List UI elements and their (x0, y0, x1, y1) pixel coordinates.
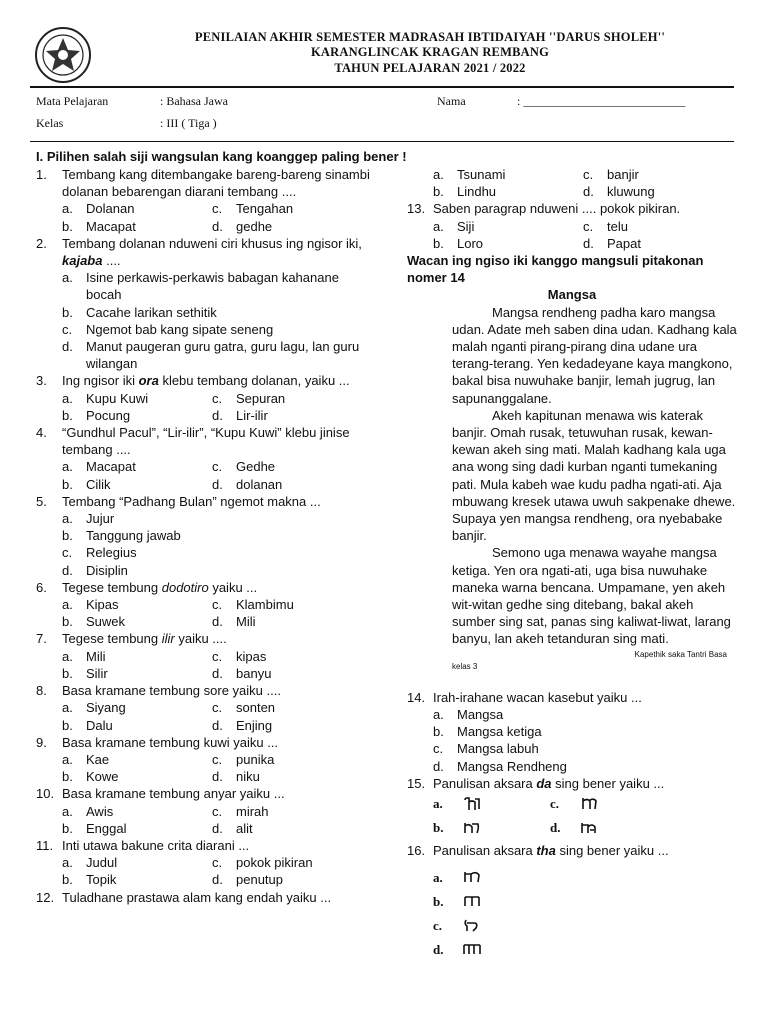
option-c[interactable]: c. mirah (212, 803, 269, 819)
question-number: 3. (36, 373, 47, 389)
option-c[interactable]: c. (433, 913, 737, 937)
option-d[interactable]: d. Disiplin (62, 562, 128, 578)
question-text: Saben paragrap nduweni .... pokok pikiran. (433, 201, 681, 217)
javanese-glyph-icon (463, 797, 481, 811)
question-1 (36, 166, 376, 200)
option-d[interactable]: d. banyu (212, 665, 272, 681)
question-3 (36, 372, 376, 389)
option-d[interactable]: d. alit (212, 820, 253, 836)
question-number: 8. (36, 683, 47, 699)
option-b[interactable]: b. Topik (62, 872, 117, 888)
school-address-line: KARANGLINCAK KRAGAN REMBANG (310, 45, 550, 59)
option-b[interactable]: b. Suwek (62, 614, 126, 630)
question-5 (36, 493, 376, 510)
answer-options (36, 269, 376, 372)
option-d[interactable]: d. gedhe (212, 218, 273, 234)
javanese-glyph-icon (580, 821, 598, 835)
option-d[interactable]: d. niku (212, 769, 260, 785)
answer-options (36, 699, 376, 733)
question-text: Tembang dolanan nduweni ciri khusus ing ngisor iki, kajaba .... (62, 235, 362, 269)
option-a[interactable]: a. Mili (62, 648, 106, 664)
option-d[interactable]: d. (550, 816, 667, 840)
option-b[interactable]: b. Kowe (62, 769, 119, 785)
option-c[interactable]: c. (550, 792, 667, 816)
option-b[interactable]: b. Tanggung jawab (62, 528, 181, 544)
javanese-glyph-icon (463, 918, 481, 932)
question-2 (36, 235, 376, 269)
option-c[interactable]: c. Klambimu (212, 597, 294, 613)
option-d[interactable]: d. Lir-ilir (212, 407, 268, 423)
question-text: Basa kramane tembung kuwi yaiku ... (62, 734, 279, 750)
passage-paragraph-2: Akeh kapitunan menawa wis katerak banjir. Omah rusak, tetuwuhan rusak, kewan-kewan akeh sing mati. Malah kadhang kala uga ana wong sing dadi kurban nganti tumekaning pati. Mula kabeh wae kudu padha ngati-ati. Aja mbuwang kresek utawa uwuh sakpenake dhewe. Supaya yen mangsa rendheng, ora nyebabake banjir. (452, 407, 736, 544)
passage-title: Mangsa (547, 287, 597, 303)
option-b[interactable]: b. Pocung (62, 407, 131, 423)
passage-source: Kapethik saka Tantri Basa (634, 649, 727, 659)
question-7 (36, 630, 376, 647)
question-text: Irah-irahane wacan kasebut yaiku ... (433, 689, 642, 705)
question-10 (36, 785, 376, 802)
option-b[interactable]: b. Silir (62, 665, 108, 681)
question-8 (36, 682, 376, 699)
school-name-line: PENILAIAN AKHIR SEMESTER MADRASAH IBTIDAIYAH ''DARUS SHOLEH'' (194, 30, 666, 44)
question-text: Tembang kang ditembangake bareng-bareng sinambi dolanan bebarengan diarani tembang .... (62, 167, 370, 200)
name-label: Nama (437, 94, 466, 108)
option-c[interactable]: c. Ngemot bab kang sipate seneng (62, 321, 274, 337)
answer-options (36, 390, 376, 424)
left-column (36, 166, 376, 906)
answer-options (36, 803, 376, 837)
question-13 (407, 200, 737, 217)
javanese-options-q15 (407, 792, 737, 840)
javanese-glyph-icon (463, 894, 481, 908)
option-c[interactable]: c. Relegius (62, 545, 137, 561)
answer-options (36, 596, 376, 630)
question-16 (407, 842, 737, 859)
answer-options (36, 751, 376, 785)
option-a[interactable]: a. Macapat (62, 459, 136, 475)
option-b[interactable]: b. Macapat (62, 218, 136, 234)
option-c[interactable]: c. sonten (212, 700, 276, 716)
option-a[interactable]: a. Kae (62, 751, 110, 767)
question-number: 6. (36, 579, 47, 595)
madrasah-logo-icon (34, 26, 92, 84)
javanese-glyph-icon (463, 870, 481, 884)
option-b[interactable]: b. Dalu (62, 717, 113, 733)
question-9 (36, 734, 376, 751)
answer-options (36, 458, 376, 492)
option-b[interactable]: b. (433, 889, 737, 913)
option-a[interactable]: a. Awis (62, 803, 114, 819)
question-number: 12. (36, 889, 55, 905)
subject-value: : Bahasa Jawa (160, 94, 228, 108)
question-number: 14. (407, 689, 426, 705)
option-b[interactable]: b. Loro (433, 235, 484, 251)
passage-paragraph-3: Semono uga menawa wayahe mangsa ketiga. Yen ora ngati-ati, uga bisa nuwuhake maneka warna bencana. Umpamane, yen akeh wit-witan gedhe sing ditebang, bakal akeh sumber sing sat, panas sing kaliwat-liwat, larang banyu, lan akeh tetanduran sing mati. (452, 545, 731, 647)
answer-options (36, 510, 376, 579)
question-text: “Gundhul Pacul”, “Lir-ilir”, “Kupu Kuwi” klebu jinise tembang .... (62, 425, 350, 458)
passage-paragraph-1: Mangsa rendheng padha karo mangsa udan. Adate meh saben dina udan. Kadhang kala malah nganti pirang-pirang dina udane ura terang-terang. Yen kedadeyane kaya mangkono, bakal bisa nuwuhake banjir, lemah jugrug, lan sapunanggalane. (452, 304, 737, 406)
question-11 (36, 837, 376, 854)
class-value: : III ( Tiga ) (160, 116, 217, 130)
question-number: 5. (36, 493, 47, 509)
option-b[interactable]: b. (433, 816, 550, 840)
option-d[interactable]: d. Manut paugeran guru gatra, guru lagu, lan guru wilangan (62, 339, 360, 372)
option-d[interactable]: d. penutup (212, 872, 283, 888)
option-a[interactable]: a. Mangsa (433, 706, 504, 722)
question-text: Inti utawa bakune crita diarani ... (62, 837, 250, 853)
question-number: 16. (407, 842, 426, 858)
question-number: 4. (36, 425, 47, 441)
question-number: 2. (36, 235, 47, 251)
section-title: I. Pilihen salah siji wangsulan kang koanggep paling bener ! (36, 149, 407, 164)
question-6 (36, 579, 376, 596)
option-c[interactable]: c. punika (212, 751, 275, 767)
option-a[interactable]: a. Dolanan (62, 201, 135, 217)
option-d[interactable]: d. Papat (583, 235, 641, 251)
question-text: Ing ngisor iki ora klebu tembang dolanan, yaiku ... (62, 373, 350, 389)
option-d[interactable]: d. dolanan (212, 476, 283, 492)
option-a[interactable]: a. (433, 792, 550, 816)
question-12 (36, 889, 376, 906)
option-a[interactable]: a. Tsunami (433, 167, 506, 182)
option-b[interactable]: b. Enggal (62, 820, 127, 836)
option-a[interactable]: a. Isine perkawis-perkawis babagan kahanane bocah (62, 270, 339, 303)
question-text: Panulisan aksara da sing bener yaiku ... (433, 775, 665, 791)
option-b[interactable]: b. Cilik (62, 476, 111, 492)
answer-options (36, 854, 376, 888)
option-c[interactable]: c. banjir (583, 167, 639, 182)
right-column (407, 166, 737, 961)
javanese-glyph-icon (463, 821, 481, 835)
option-c[interactable]: c. Tengahan (212, 201, 294, 217)
question-text: Tembang “Padhang Bulan” ngemot makna ... (62, 493, 321, 509)
question-number: 7. (36, 631, 47, 647)
question-number: 11. (36, 837, 54, 853)
answer-options-q12 (407, 166, 737, 200)
question-text: Tuladhane prastawa alam kang endah yaiku ... (62, 889, 332, 905)
javanese-options-q16 (407, 865, 737, 961)
option-a[interactable]: a. Judul (62, 855, 118, 871)
option-c[interactable]: c. Gedhe (212, 459, 276, 475)
question-text: Tegese tembung dodotiro yaiku ... (62, 579, 258, 595)
question-number: 9. (36, 734, 47, 750)
option-d[interactable]: d. Enjing (212, 717, 273, 733)
option-d[interactable]: d. Mangsa Rendheng (433, 758, 567, 774)
option-d[interactable]: d. kluwung (583, 184, 655, 200)
javanese-glyph-icon (580, 797, 598, 811)
option-a[interactable]: a. (433, 865, 737, 889)
option-b[interactable]: b. Cacahe larikan sethitik (62, 304, 217, 320)
option-d[interactable]: d. Mili (212, 614, 256, 630)
academic-year-line: TAHUN PELAJARAN 2021 / 2022 (334, 61, 526, 75)
question-text: Panulisan aksara tha sing bener yaiku ... (433, 842, 669, 858)
question-4 (36, 424, 376, 458)
question-number: 13. (407, 201, 426, 217)
passage-instruction: Wacan ing ngiso iki kanggo mangsuli pitakonan nomer 14 (407, 253, 704, 286)
question-15 (407, 775, 737, 792)
answer-options (407, 218, 737, 252)
option-a[interactable]: a. Kupu Kuwi (62, 390, 149, 406)
option-c[interactable]: c. telu (583, 218, 628, 234)
question-14 (407, 689, 737, 706)
question-text: Basa kramane tembung sore yaiku .... (62, 683, 281, 699)
passage-source-class: kelas 3 (452, 661, 478, 671)
option-a[interactable]: a. Kipas (62, 597, 119, 613)
class-label: Kelas (36, 116, 64, 130)
option-a[interactable]: a. Jujur (62, 511, 115, 527)
info-divider (30, 141, 734, 142)
name-field[interactable]: : ___________________________ (517, 94, 686, 108)
question-text: Basa kramane tembung anyar yaiku ... (62, 786, 285, 802)
option-d[interactable]: d. (433, 937, 737, 961)
answer-options (36, 648, 376, 682)
question-number: 1. (36, 167, 47, 182)
option-c[interactable]: c. Sepuran (212, 390, 286, 406)
question-number: 15. (407, 775, 426, 791)
exam-header (0, 0, 768, 84)
option-c[interactable]: c. kipas (212, 648, 267, 664)
subject-label: Mata Pelajaran (36, 94, 109, 108)
question-text: Tegese tembung ilir yaiku .... (62, 631, 227, 647)
option-b[interactable]: b. Lindhu (433, 184, 497, 200)
answer-options (407, 706, 737, 775)
javanese-glyph-icon (463, 942, 481, 956)
header-divider (30, 86, 734, 88)
option-a[interactable]: a. Siyang (62, 700, 126, 716)
option-a[interactable]: a. Siji (433, 218, 475, 234)
question-number: 10. (36, 786, 55, 802)
option-c[interactable]: c. Mangsa labuh (433, 741, 539, 757)
answer-options (36, 200, 376, 234)
option-b[interactable]: b. Mangsa ketiga (433, 724, 542, 740)
option-c[interactable]: c. pokok pikiran (212, 855, 313, 871)
